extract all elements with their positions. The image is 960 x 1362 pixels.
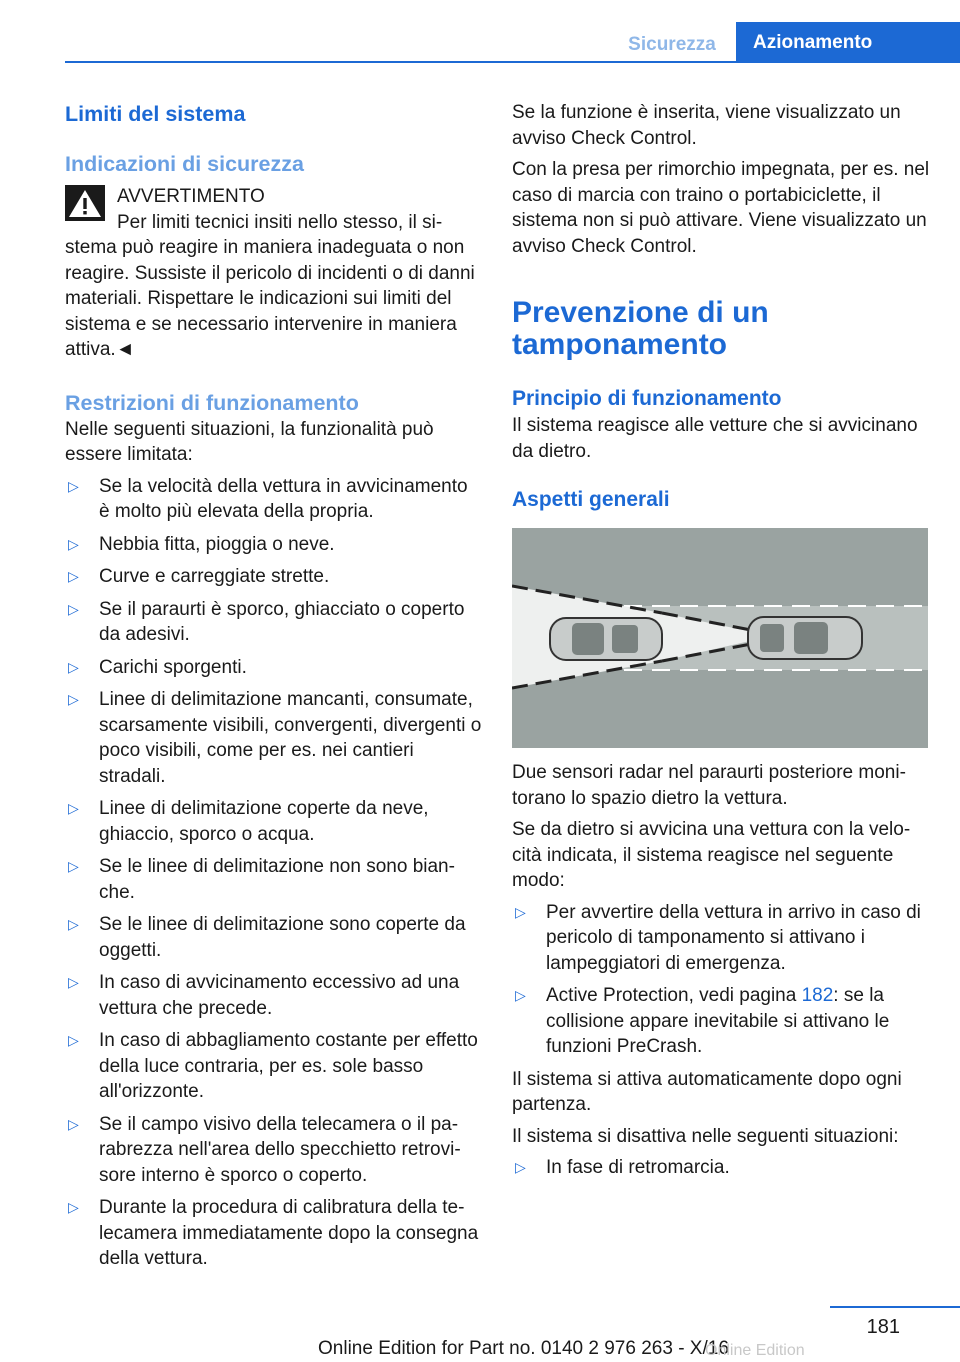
list-item-text: In fase di retromarcia. (546, 1157, 730, 1178)
triangle-bullet-icon: ▷ (68, 477, 79, 494)
list-item (65, 474, 482, 525)
list-item (65, 597, 482, 648)
list-item-text: Durante la procedura di calibratura della telecamera immediatamente dopo la consegna della vettura. (99, 1197, 479, 1269)
list-item (65, 970, 482, 1021)
list-item-text: Se le linee di delimitazione non sono bianche. (99, 856, 455, 903)
list-item-text: Nebbia fitta, pioggia o neve. (99, 533, 335, 555)
warning-box (65, 184, 482, 210)
rear-collision-illustration (512, 528, 928, 748)
left-column (65, 100, 482, 1279)
list-item-text: Se la velocità della vettura in avvicinamento è molto più elevata della propria. (99, 475, 468, 522)
list-item (65, 796, 482, 847)
paragraph-radar: Due sensori radar nel paraurti posteriore monitorano lo spazio dietro la vettura. (512, 762, 906, 809)
paragraph-auto-on: Il sistema si attiva automaticamente dopo ogni partenza. (512, 1068, 902, 1115)
list-item (65, 687, 482, 789)
deactivation-list (512, 1155, 932, 1181)
triangle-bullet-icon: ▷ (68, 1199, 79, 1215)
triangle-bullet-icon: ▷ (68, 974, 79, 990)
triangle-bullet-icon: ▷ (68, 1032, 79, 1048)
header-section-tab: Sicurezza (628, 33, 716, 55)
list-item-text: Carichi sporgenti. (99, 656, 247, 678)
list-item (65, 1112, 482, 1189)
heading-restrizioni: Restrizioni di funzionamento (65, 390, 359, 415)
footer-edition: Online Edition for Part no. 0140 2 976 263 - X/16 (318, 1338, 729, 1359)
paragraph-trailer: Con la presa per rimorchio impegnata, per es. nel caso di marcia con traino o portabiciclette, il sistema non si può attivare. Viene visualizzato un avviso Check Control. (512, 159, 930, 257)
triangle-bullet-icon: ▷ (68, 916, 79, 932)
paragraph-check-control: Se la funzione è inserita, viene visualizzato un avviso Check Control. (512, 102, 901, 149)
restrizioni-intro: Nelle seguenti situazioni, la funzionalità può essere limitata: (65, 418, 434, 465)
triangle-bullet-icon: ▷ (68, 691, 79, 707)
triangle-bullet-icon: ▷ (68, 535, 79, 552)
list-item (65, 532, 482, 558)
triangle-bullet-icon: ▷ (68, 858, 79, 874)
list-item (65, 564, 482, 590)
triangle-bullet-icon: ▷ (68, 568, 79, 584)
triangle-bullet-icon: ▷ (515, 987, 526, 1003)
triangle-bullet-icon: ▷ (68, 658, 79, 675)
list-item (512, 900, 932, 977)
list-item (512, 983, 932, 1060)
list-item-text: Linee di delimitazione mancanti, consumate, scarsamente visibili, convergenti, divergenti o poco visibili, come per es. nei cantieri stradali. (99, 689, 482, 787)
header-rule (65, 61, 960, 63)
footer-watermark: Online Edition (705, 1342, 805, 1359)
right-column (512, 100, 932, 1188)
header-chapter-tab: Azionamento (736, 22, 960, 63)
own-car-icon (748, 617, 862, 659)
list-item (65, 854, 482, 905)
list-item-text: Se le linee di delimitazione sono coperte da oggetti. (99, 914, 466, 961)
list-item (65, 1028, 482, 1105)
heading-indicazioni: Indicazioni di sicurezza (65, 152, 304, 176)
paragraph-auto-off: Il sistema si disattiva nelle seguenti situazioni: (512, 1125, 899, 1147)
restrizioni-list (65, 474, 482, 1272)
principio-text: Il sistema reagisce alle vetture che si avvicinano da dietro. (512, 415, 918, 462)
warning-title: AVVERTIMENTO (117, 186, 265, 207)
list-item-text: Se il paraurti è sporco, ghiacciato o coperto da adesivi. (99, 598, 465, 645)
triangle-bullet-icon: ▷ (515, 1159, 526, 1175)
heading-principio: Principio di funzionamento (512, 387, 782, 410)
heading-aspetti: Aspetti generali (512, 488, 670, 511)
approaching-car-icon (550, 618, 662, 660)
triangle-bullet-icon: ▷ (68, 600, 79, 617)
list-item-text: Linee di delimitazione coperte da neve, ghiaccio, sporco o acqua. (99, 798, 429, 845)
page-number: 181 (866, 1316, 900, 1338)
triangle-bullet-icon: ▷ (68, 1115, 79, 1132)
footer-rule (830, 1306, 960, 1308)
warning-triangle-icon (65, 185, 105, 221)
list-item-text: In caso di abbagliamento costante per effetto della luce contraria, per es. sole basso all'orizzonte. (99, 1030, 478, 1102)
reaction-list (512, 900, 932, 1060)
triangle-bullet-icon: ▷ (515, 903, 526, 920)
page-link[interactable]: 182 (801, 985, 834, 1006)
list-item-text: In caso di avvicinamento eccessivo ad una vettura che precede. (99, 972, 460, 1019)
list-item-text: Per avvertire della vettura in arrivo in caso di pericolo di tamponamento si attivano i lampeggiatori di emergenza. (546, 901, 921, 974)
list-item-text-after: : se la collisione appare inevitabile si attivano le funzioni PreCrash. (546, 985, 890, 1057)
list-item-text: Curve e carreggiate strette. (99, 566, 330, 587)
list-item (65, 655, 482, 681)
triangle-bullet-icon: ▷ (68, 800, 79, 816)
list-item (65, 912, 482, 963)
heading-prevenzione: Prevenzione di un tamponamento (512, 296, 769, 361)
list-item-text: Active Protection, vedi pagina (546, 985, 802, 1006)
list-item-text: Se il campo visivo della telecamera o il parabrezza nell'area dello specchietto retrovisore interno è sporco o coperto. (99, 1113, 461, 1186)
list-item (65, 1195, 482, 1272)
paragraph-approach: Se da dietro si avvicina una vettura con la velocità indicata, il sistema reagisce nel seguente modo: (512, 819, 911, 891)
warning-text: Per limiti tecnici insiti nello stesso, il sistema può reagire in maniera inadeguata o non reagire. Sussiste il pericolo di incidenti o di danni materiali. Rispettare le indicazioni sui limiti del sistema e se necessario intervenire in maniera attiva.◄ (65, 211, 475, 360)
list-item (512, 1155, 932, 1181)
heading-limiti: Limiti del sistema (65, 102, 246, 126)
